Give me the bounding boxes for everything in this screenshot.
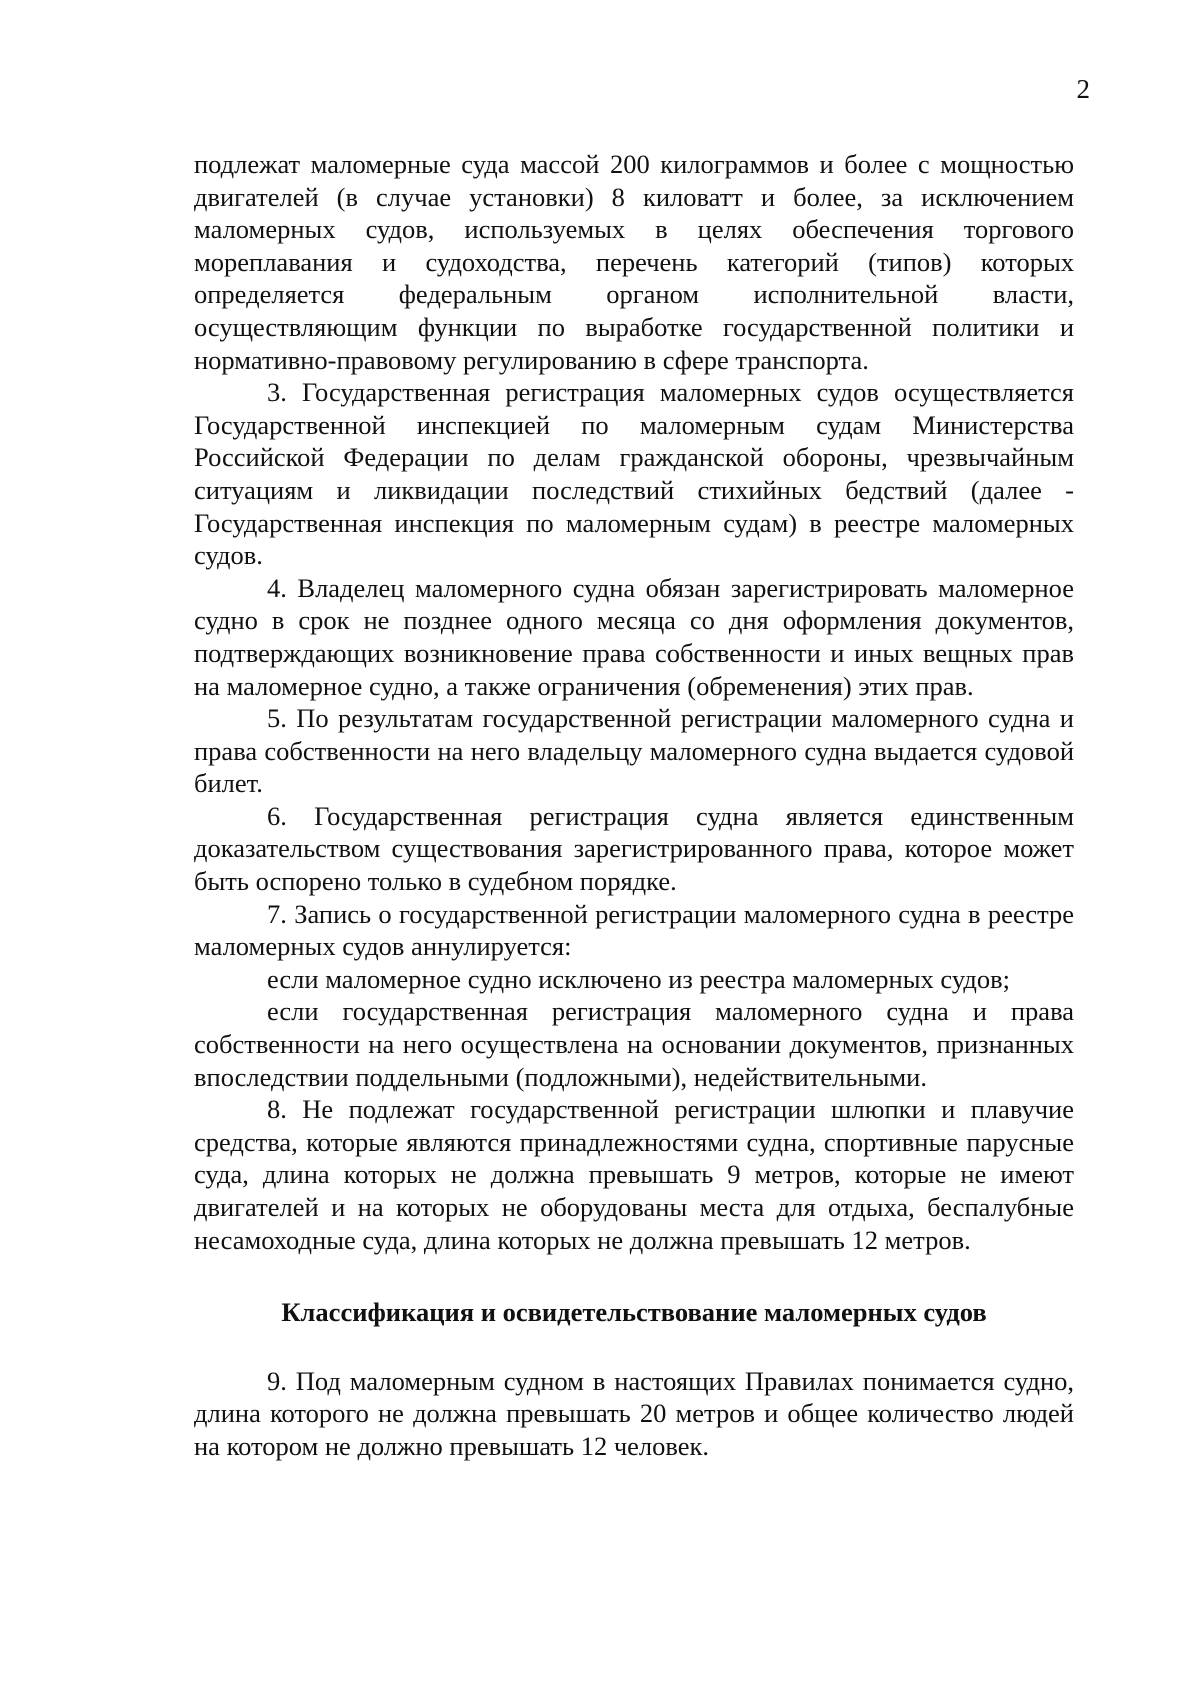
paragraph-item-7-case-1: если маломерное судно исключено из реестра маломерных судов; [267,963,1011,994]
paragraph-item-4: 4. Владелец маломерного судна обязан зарегистрировать маломерное судно в срок не позднее одного месяца со дня оформления документов, подтверждающих возникновение права собственности и иных вещных прав на маломерное судно, а также ограничения (обременения) этих прав. [194,572,1074,701]
paragraph-item-5: 5. По результатам государственной регистрации маломерного судна и права собственности на него владельцу маломерного судна выдается судовой билет. [194,703,1074,799]
paragraph-item-7-case-2: если государственная регистрация маломерного судна и права собственности на него осуществлена на основании документов, признанных впоследствии поддельными (подложными), недействительными. [194,996,1074,1092]
paragraph-item-9: 9. Под маломерным судном в настоящих Правилах понимается судно, длина которого не должна превышать 20 метров и общее количество людей на котором не должно превышать 12 человек. [194,1365,1074,1461]
paragraph-continuation: подлежат маломерные суда массой 200 килограммов и более с мощностью двигателей (в случае установки) 8 киловатт и более, за исключением маломерных судов, используемых в целях обеспечения торгового мореплавания и судоходства, перечень категорий (типов) которых определяется федеральным органом исполнительной власти, осуществляющим функции по выработке государственной политики и нормативно-правовому регулированию в сфере транспорта. [194,149,1074,375]
paragraph-item-7: 7. Запись о государственной регистрации маломерного судна в реестре маломерных судов аннулируется: [194,898,1074,962]
paragraph-item-6: 6. Государственная регистрация судна является единственным доказательством существования зарегистрированного права, которое может быть оспорено только в судебном порядке. [194,800,1074,897]
section-heading: Классификация и освидетельствование маломерных судов [281,1297,987,1328]
document-body [194,148,1074,1463]
paragraph-item-3: 3. Государственная регистрация маломерных судов осуществляется Государственной инспекцией по маломерным судам Министерства Российской Федерации по делам гражданской обороны, чрезвычайным ситуациям и ликвидации последствий стихийных бедствий (далее - Государственная инспекция по маломерным судам) в реестре маломерных судов. [194,377,1074,571]
paragraph-item-8: 8. Не подлежат государственной регистрации шлюпки и плавучие средства, которые являются принадлежностями судна, спортивные парусные суда, длина которых не должна превышать 9 метров, которые не имеют двигателей и на которых не оборудованы места для отдыха, беспалубные несамоходные суда, длина которых не должна превышать 12 метров. [194,1094,1074,1255]
page-number: 2 [1076,74,1090,104]
